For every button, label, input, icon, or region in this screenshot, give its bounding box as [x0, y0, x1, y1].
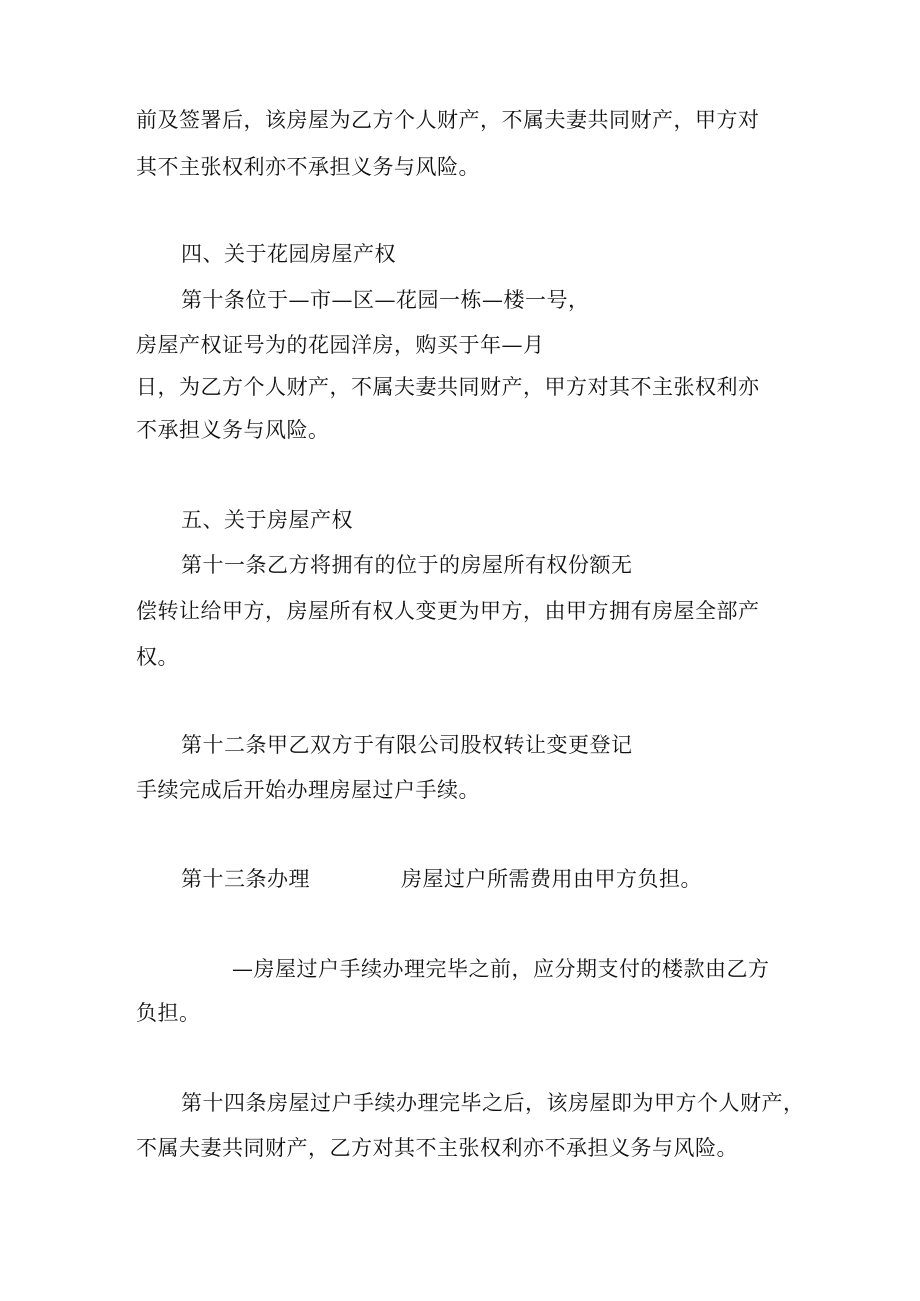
paragraph-line: 房屋产权证号为的花园洋房，购买于年—月 — [136, 333, 545, 357]
paragraph-line: 不承担义务与风险。 — [136, 418, 330, 442]
paragraph-line: 日，为乙方个人财产，不属夫妻共同财产，甲方对其不主张权利亦 — [136, 375, 760, 399]
paragraph-line: 第十一条乙方将拥有的位于的房屋所有权份额无 — [181, 553, 633, 577]
paragraph-line: 第十二条甲乙双方于有限公司股权转让变更登记 — [181, 733, 633, 757]
paragraph-line: 其不主张权利亦不承担义务与风险。 — [136, 155, 480, 179]
section-heading: 四、关于花园房屋产权 — [181, 242, 396, 266]
paragraph-line: 手续完成后开始办理房屋过户手续。 — [136, 778, 480, 802]
paragraph-line: 偿转让给甲方，房屋所有权人变更为甲方，由甲方拥有房屋全部产 — [136, 599, 760, 623]
paragraph-line: —房屋过户手续办理完毕之前，应分期支付的楼款由乙方 — [232, 957, 770, 981]
section-heading: 五、关于房屋产权 — [181, 508, 353, 532]
paragraph-line: 第十条位于—市—区—花园一栋—楼一号， — [181, 288, 590, 312]
paragraph-line: 负担。 — [136, 1001, 201, 1025]
paragraph-line: 前及签署后，该房屋为乙方个人财产，不属夫妻共同财产，甲方对 — [136, 108, 760, 132]
paragraph-line: 第十四条房屋过户手续办理完毕之后，该房屋即为甲方个人财产， — [181, 1091, 805, 1115]
paragraph-line: 权。 — [136, 645, 179, 669]
paragraph-line: 第十三条办理 — [181, 867, 310, 891]
paragraph-line: 房屋过户所需费用由甲方负担。 — [401, 867, 702, 891]
paragraph-line: 不属夫妻共同财产，乙方对其不主张权利亦不承担义务与风险。 — [136, 1136, 738, 1160]
